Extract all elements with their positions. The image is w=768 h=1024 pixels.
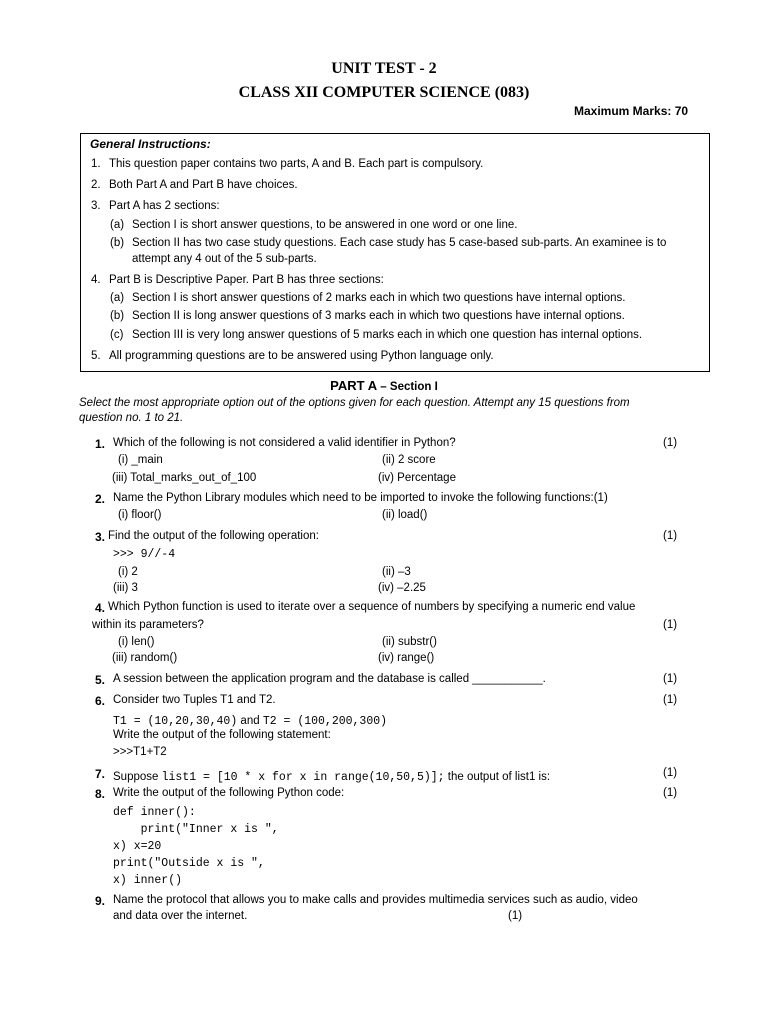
question-number: 7. <box>95 767 106 781</box>
question-marks: (1) <box>663 787 678 799</box>
option: (iv) Percentage <box>378 472 456 484</box>
question-text: A session between the application program and the database is called ___________. <box>113 673 546 685</box>
part-a-heading <box>0 377 768 395</box>
instruction-num: (a) <box>110 292 125 304</box>
code-fragment: list1 = [10 * x for x in range(10,50,5)]; <box>161 771 445 784</box>
question-marks: (1) <box>663 530 678 542</box>
option: (iii) Total_marks_out_of_100 <box>112 472 257 484</box>
question-text: within its parameters? <box>92 619 204 631</box>
option: (ii) load() <box>382 509 428 521</box>
maximum-marks: Maximum Marks: 70 <box>574 104 689 118</box>
question-marks: (1) <box>663 767 678 779</box>
option: (i) 2 <box>118 566 138 578</box>
text-fragment: the output of list1 is: <box>444 771 551 783</box>
question-number: 4. <box>95 601 106 615</box>
question-marks: (1) <box>663 673 678 685</box>
code-line: def inner(): <box>113 806 196 819</box>
option: (ii) 2 score <box>382 454 436 466</box>
option: (iv) –2.25 <box>378 582 426 594</box>
option: (iii) random() <box>112 652 178 664</box>
question-text: Name the protocol that allows you to make calls and provides multimedia services such as audio, video <box>113 894 638 906</box>
question-number: 2. <box>95 492 106 506</box>
question-number: 3. <box>95 530 106 544</box>
instruction-text: All programming questions are to be answered using Python language only. <box>109 350 494 362</box>
question-text: Which Python function is used to iterate over a sequence of numbers by specifying a numeric end value <box>108 601 636 613</box>
instruction-text: Section II is long answer questions of 3 marks each in which two questions have internal options. <box>132 310 625 322</box>
question-number: 1. <box>95 437 106 451</box>
question-marks: (1) <box>663 619 678 631</box>
instruction-num: 1. <box>91 158 101 170</box>
question-marks: (1) <box>663 694 678 706</box>
instruction-num: (b) <box>110 310 125 322</box>
instruction-num: (c) <box>110 329 124 341</box>
part-a-intro: Select the most appropriate option out of the options given for each question. Attempt any 15 questions from <box>79 397 630 409</box>
tuple-definition-line <box>113 711 387 729</box>
question-number: 5. <box>95 673 106 687</box>
question-text-line <box>113 767 550 785</box>
question-text: Write the output of the following statement: <box>113 729 331 741</box>
code-line: x) inner() <box>113 874 183 887</box>
instruction-num: 5. <box>91 350 101 362</box>
option: (ii) substr() <box>382 636 437 648</box>
general-instructions-box <box>80 133 710 372</box>
instruction-num: 4. <box>91 274 101 286</box>
instruction-num: 2. <box>91 179 101 191</box>
instruction-text: Section III is very long answer questions of 5 marks each in which one question has internal options. <box>132 329 643 341</box>
question-text: Which of the following is not considered a valid identifier in Python? <box>113 437 456 449</box>
text-fragment: Suppose <box>113 771 162 783</box>
part-a-title: PART A <box>330 378 378 393</box>
page-title: UNIT TEST - 2 <box>331 60 437 77</box>
instruction-num: 3. <box>91 200 101 212</box>
code-line: >>> 9//-4 <box>113 548 176 561</box>
code-fragment: T2 = (100,200,300) <box>262 715 388 728</box>
question-marks: (1) <box>508 910 523 922</box>
option: (iii) 3 <box>113 582 138 594</box>
question-text: Find the output of the following operation: <box>108 530 319 542</box>
code-line: >>>T1+T2 <box>113 746 167 758</box>
option: (i) len() <box>118 636 155 648</box>
option: (i) floor() <box>118 509 162 521</box>
instruction-text: Section II has two case study questions. Each case study has 5 case-based sub-parts. An examinee is to <box>132 237 667 249</box>
code-line: print("Inner x is ", <box>113 823 279 836</box>
question-marks: (1) <box>663 437 678 449</box>
code-line: x) x=20 <box>113 840 162 853</box>
code-fragment: T1 = (10,20,30,40) <box>113 715 238 728</box>
question-number: 6. <box>95 694 106 708</box>
option: (ii) –3 <box>382 566 411 578</box>
question-text: Name the Python Library modules which need to be imported to invoke the following functions:(1) <box>113 492 608 504</box>
instruction-text: Part A has 2 sections: <box>109 200 220 212</box>
question-number: 8. <box>95 787 106 801</box>
question-text: Consider two Tuples T1 and T2. <box>113 694 276 706</box>
part-a-section: – Section I <box>377 381 438 393</box>
instruction-text: Section I is short answer questions of 2 marks each in which two questions have internal options. <box>132 292 626 304</box>
instruction-text: Both Part A and Part B have choices. <box>109 179 298 191</box>
option: (i) _main <box>118 454 163 466</box>
question-text: and data over the internet. <box>113 910 248 922</box>
page-subtitle: CLASS XII COMPUTER SCIENCE (083) <box>238 84 530 101</box>
question-number: 9. <box>95 894 106 908</box>
text-fragment: and <box>237 715 263 727</box>
instructions-heading: General Instructions: <box>90 137 211 151</box>
instruction-num: (a) <box>110 219 125 231</box>
instruction-num: (b) <box>110 237 125 249</box>
instruction-text: Part B is Descriptive Paper. Part B has three sections: <box>109 274 384 286</box>
instruction-text: Section I is short answer questions, to be answered in one word or one line. <box>132 219 518 231</box>
instruction-text: attempt any 4 out of the 5 sub-parts. <box>132 253 317 265</box>
part-a-intro: question no. 1 to 21. <box>79 412 184 424</box>
instruction-text: This question paper contains two parts, A and B. Each part is compulsory. <box>109 158 484 170</box>
question-text: Write the output of the following Python code: <box>113 787 345 799</box>
option: (iv) range() <box>378 652 435 664</box>
code-line: print("Outside x is ", <box>113 857 265 870</box>
